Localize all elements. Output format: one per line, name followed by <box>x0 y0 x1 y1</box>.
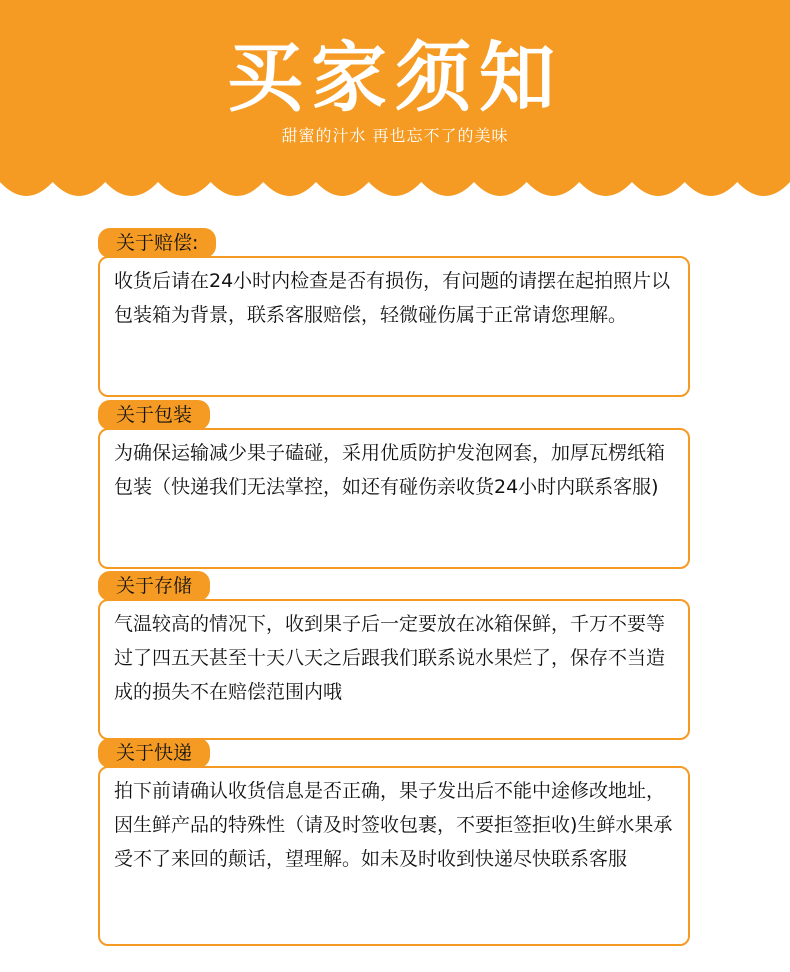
section-body: 为确保运输减少果子磕碰，采用优质防护发泡网套，加厚瓦楞纸箱包装（快递我们无法掌控，如还有碰伤亲收货24小时内联系客服) <box>98 428 690 569</box>
section-body: 收货后请在24小时内检查是否有损伤，有问题的请摆在起拍照片以包装箱为背景，联系客服赔偿，轻微碰伤属于正常请您理解。 <box>98 256 690 397</box>
section-label: 关于快递 <box>98 738 210 768</box>
section-body: 气温较高的情况下，收到果子后一定要放在冰箱保鲜，千万不要等过了四五天甚至十天八天之后跟我们联系说水果烂了，保存不当造成的损失不在赔偿范围内哦 <box>98 599 690 740</box>
section-label: 关于包装 <box>98 400 210 430</box>
section-label: 关于赔偿: <box>98 228 216 258</box>
section-label: 关于存储 <box>98 571 210 601</box>
header-banner <box>0 0 790 215</box>
section-body: 拍下前请确认收货信息是否正确，果子发出后不能中途修改地址，因生鲜产品的特殊性（请及时签收包裹，不要拒签拒收)生鲜水果承受不了来回的颠话，望理解。如未及时收到快递尽快联系客服 <box>98 766 690 946</box>
page-title: 买家须知 <box>227 33 563 122</box>
page-subtitle: 甜蜜的汁水 再也忘不了的美味 <box>281 126 509 145</box>
